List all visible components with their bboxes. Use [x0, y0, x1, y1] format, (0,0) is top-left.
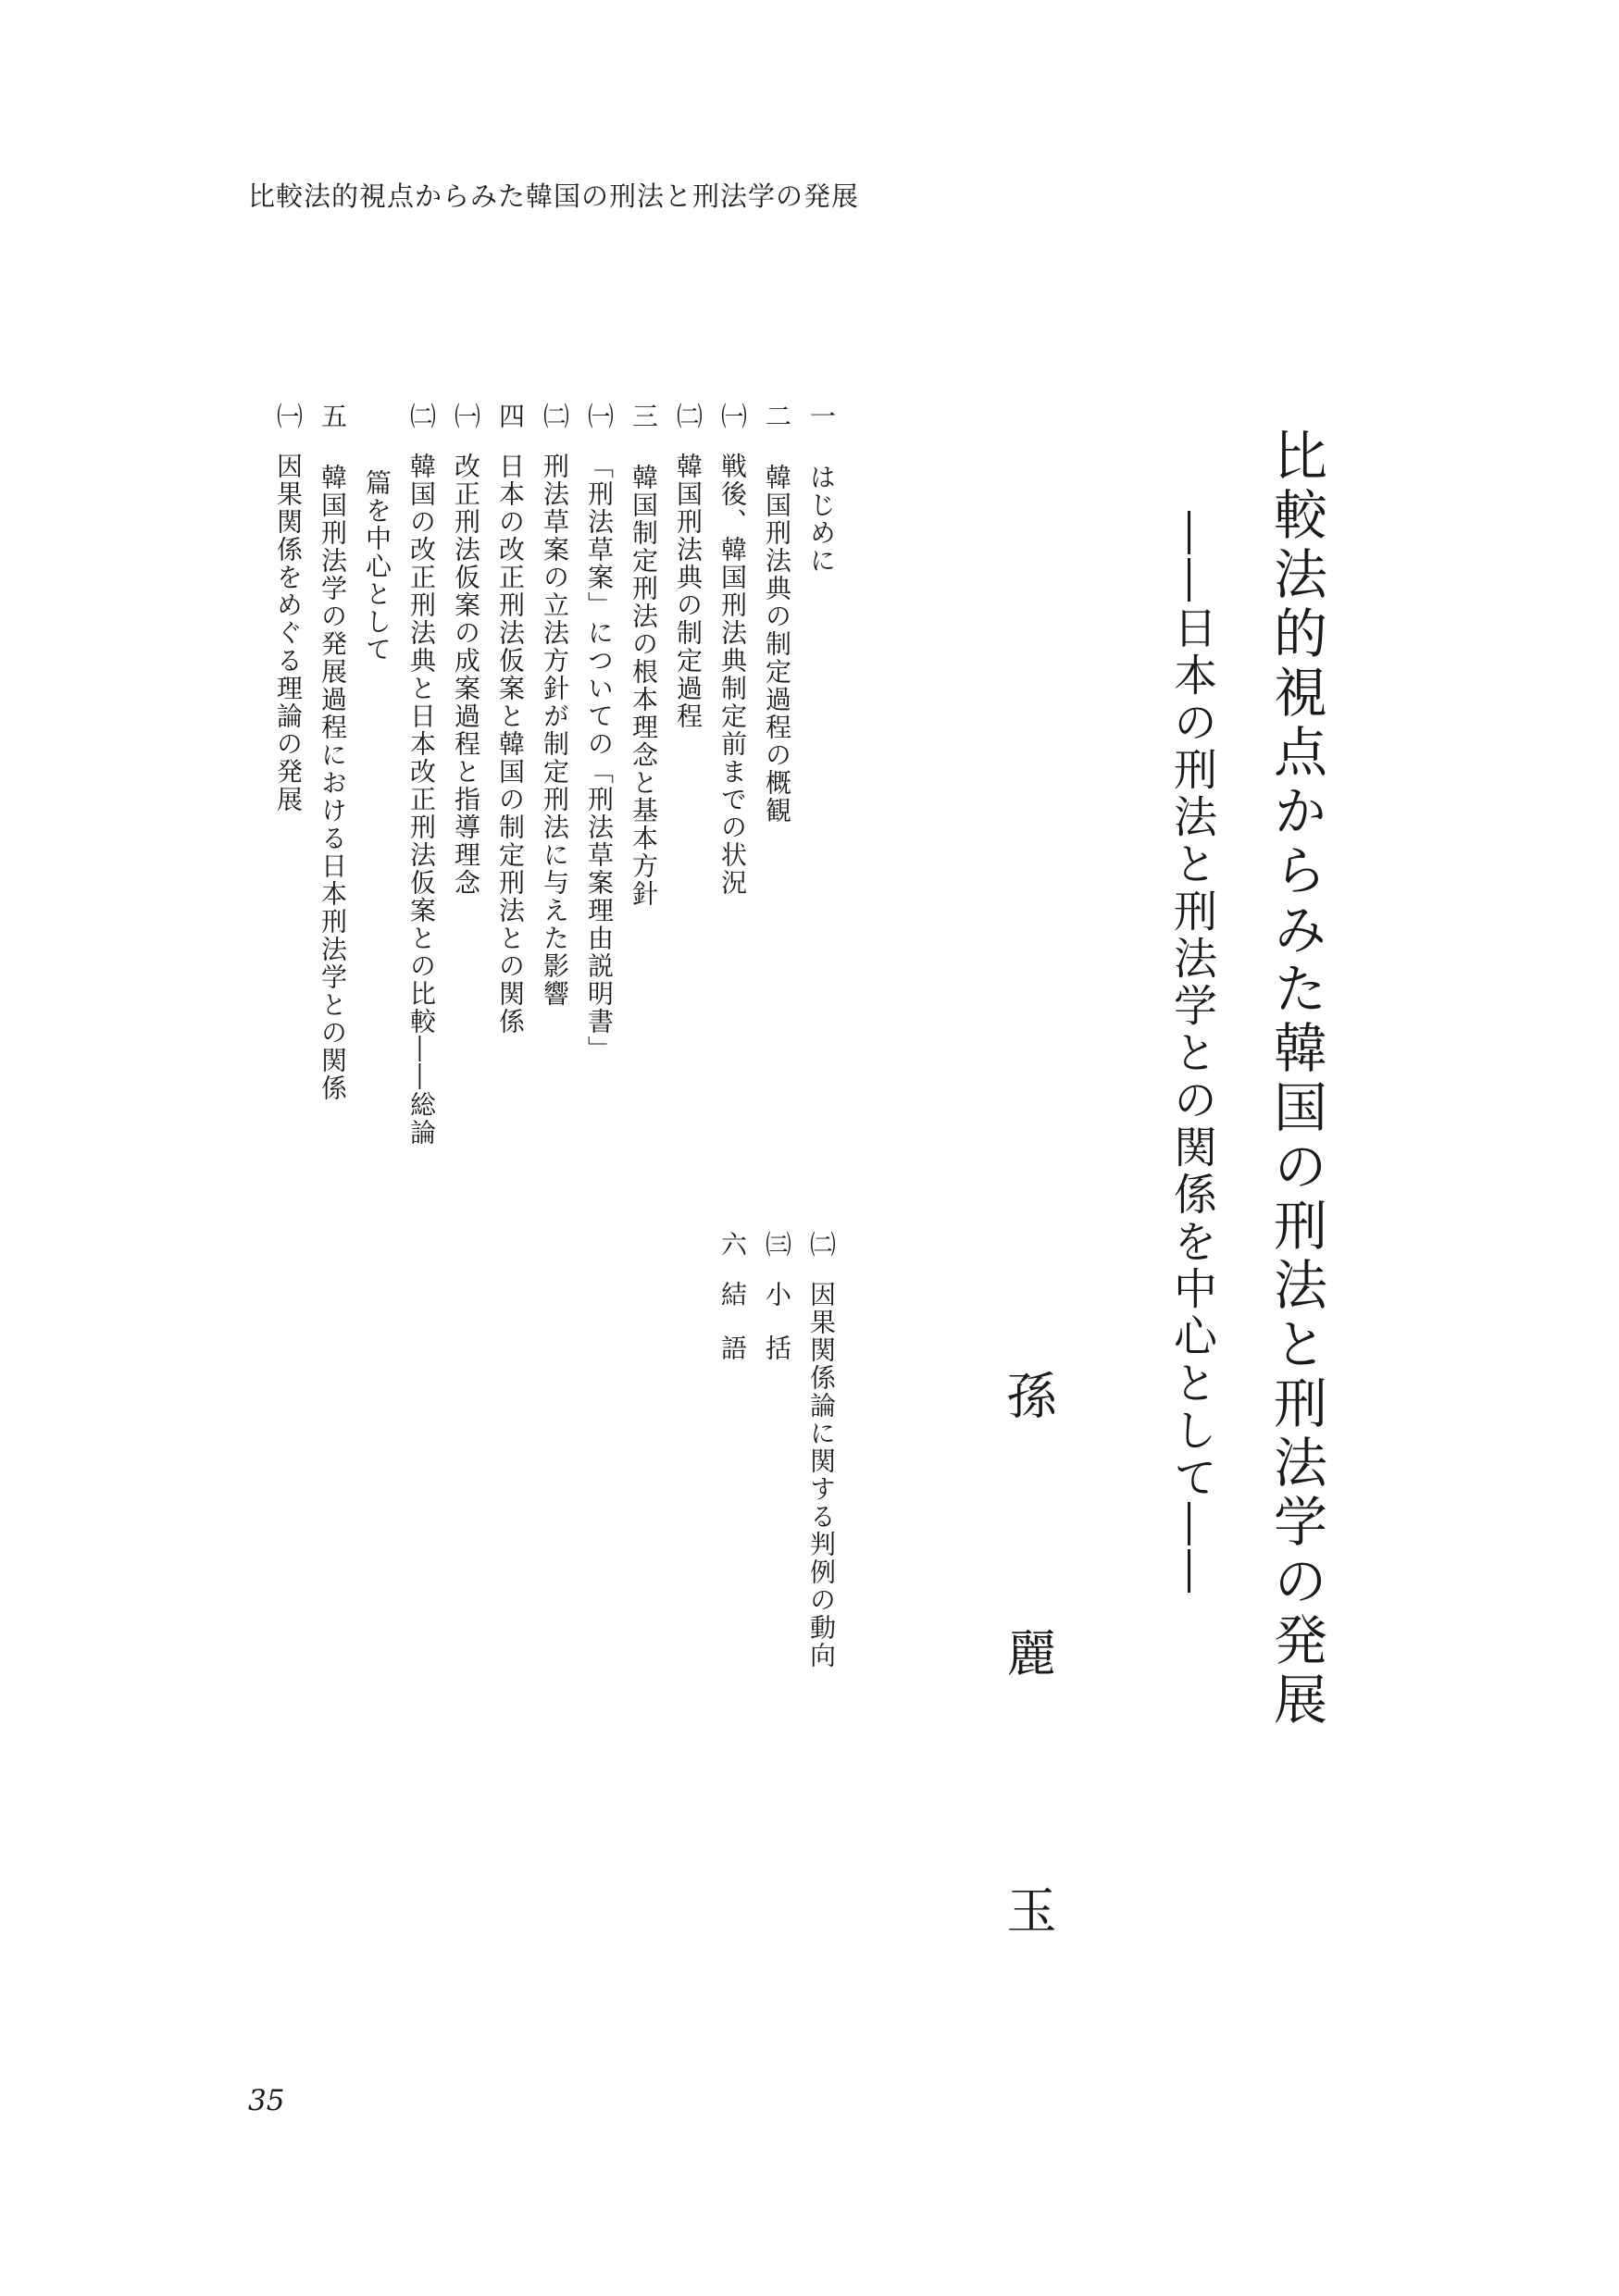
- toc-num: 六: [717, 1231, 748, 1259]
- toc-text: 刑法草案の立法方針が制定刑法に与えた影響: [540, 453, 570, 1008]
- toc-num: ㈡: [406, 403, 437, 430]
- toc-item: [355, 403, 399, 1698]
- toc-item: [666, 1231, 754, 1669]
- toc-text: 韓国の改正刑法典と日本改正刑法仮案との比較――総論: [406, 453, 437, 1147]
- toc-item: [310, 403, 355, 1698]
- toc-text: 小括: [762, 1281, 792, 1388]
- author-name: [999, 1370, 1057, 1934]
- toc-text: 韓国刑法典の制定過程: [673, 453, 704, 730]
- toc-text: 韓国制定刑法の根本理念と基本方針: [629, 464, 659, 908]
- toc-text: 篇を中心として: [362, 469, 392, 664]
- toc-item: [621, 403, 666, 1698]
- toc-num: ㈠: [717, 403, 748, 430]
- running-header: 比較法的視点からみた韓国の刑法と刑法学の発展: [248, 180, 860, 212]
- article-title: 比較法的視点からみた韓国の刑法と刑法学の発展: [1264, 428, 1327, 1731]
- toc-text: はじめに: [806, 464, 837, 575]
- toc-num: 三: [629, 403, 659, 430]
- toc-num: ㈠: [273, 403, 304, 430]
- toc-num: ㈢: [762, 1231, 792, 1259]
- toc-item: [799, 1231, 843, 1669]
- toc-num: ㈠: [584, 403, 615, 430]
- toc-item: [443, 403, 488, 1698]
- toc-num: ㈡: [540, 403, 570, 430]
- toc-item: [266, 403, 310, 1698]
- page-number: 35: [248, 2084, 285, 2117]
- toc-item: [577, 403, 621, 1698]
- toc-num: ㈡: [673, 403, 704, 430]
- toc-text: 韓国刑法学の発展過程における日本刑法学との関係: [318, 464, 348, 1102]
- toc-item: [754, 1231, 799, 1669]
- toc-num: 四: [495, 403, 526, 430]
- toc-text: 因果関係をめぐる理論の発展: [273, 453, 304, 813]
- article-subtitle: ――日本の刑法と刑法学との関係を中心として――: [1166, 511, 1217, 1596]
- toc-num: 一: [806, 403, 837, 430]
- author-char: 孫: [999, 1370, 1057, 1420]
- toc-text: 韓国刑法典の制定過程の概観: [762, 464, 792, 825]
- toc-num: ㈠: [451, 403, 481, 430]
- author-char: 玉: [999, 1884, 1057, 1934]
- toc-item: [399, 403, 443, 1698]
- toc-text: 結語: [717, 1281, 748, 1388]
- toc-item: [532, 403, 577, 1698]
- author-char: 麗: [999, 1627, 1057, 1677]
- toc-text: 戦後、韓国刑法典制定前までの状況: [717, 453, 748, 897]
- toc-num: ㈡: [806, 1231, 837, 1259]
- toc-item: [488, 403, 532, 1698]
- toc-num: 五: [318, 403, 348, 430]
- toc-text: 因果関係論に関する判例の動向: [806, 1281, 837, 1669]
- toc-text: 「刑法草案」についての「刑法草案理由説明書」: [584, 453, 615, 1063]
- toc-text: 改正刑法仮案の成案過程と指導理念: [451, 453, 481, 897]
- toc-num: 二: [762, 403, 792, 430]
- toc-text: 日本の改正刑法仮案と韓国の制定刑法との関係: [495, 453, 526, 1036]
- table-of-contents-continued: [666, 1231, 843, 1669]
